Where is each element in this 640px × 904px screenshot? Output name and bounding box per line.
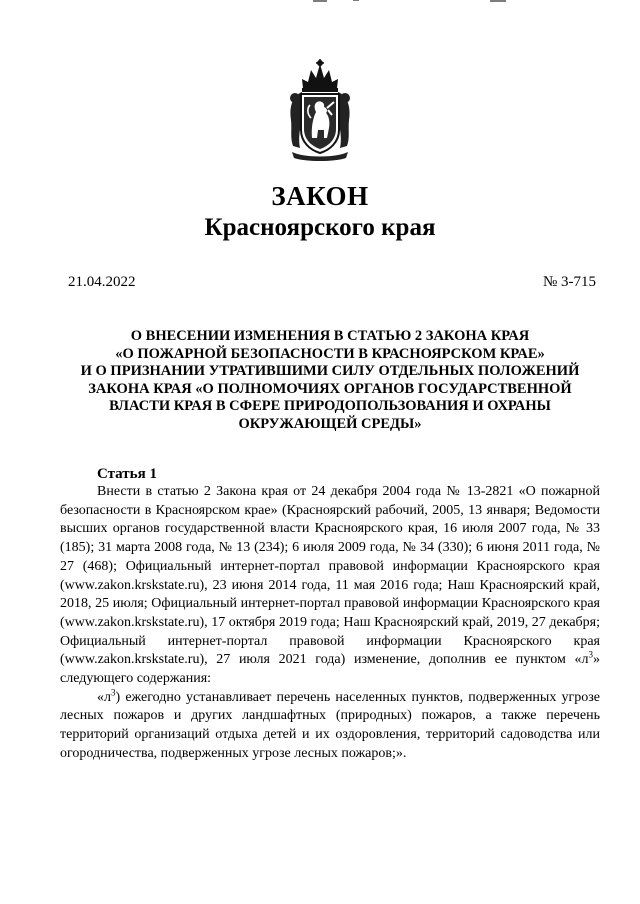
heading-line: ЗАКОНА КРАЯ «О ПОЛНОМОЧИЯХ ОРГАНОВ ГОСУДАРСТВЕННОЙ xyxy=(88,380,572,397)
document-number: № 3-715 xyxy=(542,274,596,290)
heading-line: И О ПРИЗНАНИИ УТРАТИВШИМИ СИЛУ ОТДЕЛЬНЫХ ПОЛОЖЕНИЙ xyxy=(80,363,580,379)
heading-line: «О ПОЖАРНОЙ БЕЗОПАСНОСТИ В КРАСНОЯРСКОМ КРАЕ» xyxy=(115,345,545,362)
heading-line: ОКРУЖАЮЩЕЙ СРЕДЫ» xyxy=(238,415,422,432)
heading-line: ВЛАСТИ КРАЯ В СФЕРЕ ПРИРОДОПОЛЬЗОВАНИЯ И ОХРАНЫ xyxy=(109,398,551,414)
paragraph-new-point xyxy=(60,689,600,764)
article-body xyxy=(60,483,600,764)
paragraph-text: ) ежегодно устанавливает перечень населенных пунктов, подверженных угрозе лесных пожаров и других ландшафтных (природных) пожаров, а также перечень территорий организаций отдыха детей и их оздоровления, территорий садоводства или огородничества, подверженных угрозе лесных пожаров;». xyxy=(60,689,600,761)
scan-artifact xyxy=(490,0,506,2)
paragraph-text: » следующего содержания: xyxy=(60,652,600,687)
law-heading xyxy=(50,328,610,433)
article-title: Статья 1 xyxy=(97,466,157,482)
scan-artifact xyxy=(313,0,327,2)
scan-artifact xyxy=(353,0,359,1)
superscript: 3 xyxy=(111,687,116,698)
paragraph-text: «л xyxy=(97,689,111,705)
heading-line: О ВНЕСЕНИИ ИЗМЕНЕНИЯ В СТАТЬЮ 2 ЗАКОНА КРАЯ xyxy=(130,328,530,344)
document-subtitle: Красноярского края xyxy=(204,214,436,241)
coat-of-arms-emblem xyxy=(286,58,354,162)
paragraph-amendment xyxy=(60,483,600,689)
document-title: ЗАКОН xyxy=(271,181,369,211)
document-date: 21.04.2022 xyxy=(68,274,136,290)
paragraph-text: Внести в статью 2 Закона края от 24 декабря 2004 года № 13-2821 «О пожарной безопасности в Красноярском крае» (Красноярский рабочий, 2005, 13 января; Ведомости высших органов государственной власти Красноярского края, 16 июля 2007 года, № 33 (185); 31 марта 2008 года, № 13 (234); 6 июля 2009 года, № 34 (330); 6 июня 2011 года, № 27 (468); Официальный интернет-портал правовой информации Красноярского края (www.zakon.krskstate.ru), 23 июня 2014 года, 11 мая 2016 года; Наш Красноярский край, 2018, 25 июля; Официальный интернет-портал правовой информации Красноярского края (www.zakon.krskstate.ru), 17 октября 2019 года; Наш Красноярский край, 2019, 27 декабря; Официальный интернет-портал правовой информации Красноярского края (www.zakon.krskstate.ru), 27 июля 2021 года) изменение, дополнив ее пунктом «л xyxy=(60,484,600,668)
superscript: 3 xyxy=(588,649,593,660)
